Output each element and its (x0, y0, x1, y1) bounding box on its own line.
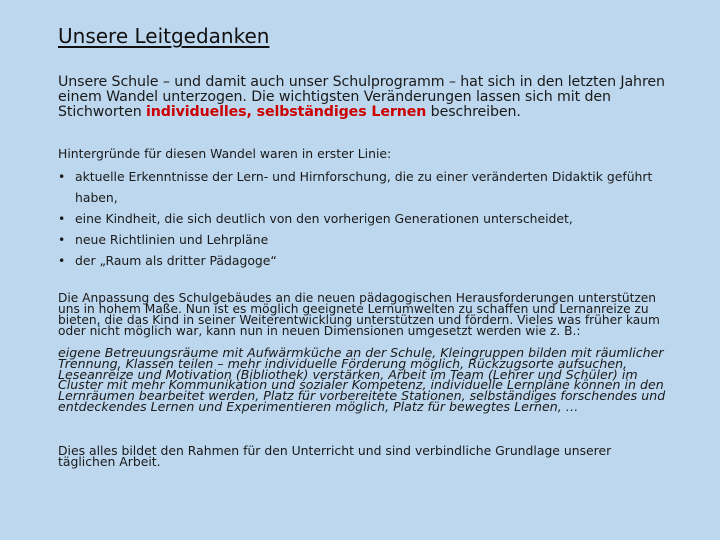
list-item-text: aktuelle Erkenntnisse der Lern- und Hirnforschung, die zu einer veränderten Didaktik geführt haben, (75, 169, 653, 205)
adaptation-paragraph: Die Anpassung des Schulgebäudes an die neuen pädagogischen Herausforderungen unterstützen uns in hohem Maße. Nun ist es möglich geeignete Lernumwelten zu schaffen und Lernanreize zu bieten, die das Kind in seiner Weiterentwicklung unterstützen und fördern. Vieles was früher kaum oder nicht möglich war, kann nun in neuen Dimensionen umgesetzt werden wie z. B.: (58, 291, 660, 338)
intro-text-end: beschreiben. (426, 104, 521, 120)
closing-paragraph: Dies alles bildet den Rahmen für den Unterricht und sind verbindliche Grundlage unserer täglichen Arbeit. (58, 443, 612, 469)
list-item-text: eine Kindheit, die sich deutlich von den vorherigen Generationen unterscheidet, (75, 211, 573, 226)
bullet-icon: • (58, 169, 66, 184)
intro-text-start: Unsere Schule – und damit auch unser Schulprogramm – hat sich in den letzten Jahren einem Wandel unterzogen. Die wichtigsten Veränderungen lassen sich mit den Stichworten (58, 74, 665, 120)
list-item (58, 250, 668, 271)
list-item-text: der „Raum als dritter Pädagoge“ (75, 253, 277, 268)
bullet-icon: • (58, 253, 66, 268)
examples-paragraph: eigene Betreuungsräume mit Aufwärmküche an der Schule, Kleingruppen bilden mit räumlicher Trennung, Klassen teilen – mehr individuelle Förderung möglich, Rückzugsorte aufsuchen, Leseanreize und Motivation (Bibliothek) verstärken, Arbeit im Team (Lehrer und Schüler) im Cluster mit mehr Kommunikation und sozialer Kompetenz, individuelle Lernpläne können in den Lernräumen bearbeitet werden, Platz für vorbereitete Stationen, selbständiges forschendes und entdeckendes Lernen und Experimentieren möglich, Platz für bewegtes Lernen, … (58, 345, 666, 414)
bullet-icon: • (58, 211, 66, 226)
intro-highlight: individuelles, selbständiges Lernen (146, 104, 427, 120)
list-item (58, 229, 668, 250)
list-item-text: neue Richtlinien und Lehrpläne (75, 232, 269, 247)
background-heading: Hintergründe für diesen Wandel waren in erster Linie: (58, 146, 392, 161)
intro-paragraph (58, 75, 668, 120)
bullet-icon: • (58, 232, 66, 247)
list-item (58, 166, 668, 208)
reasons-list (58, 166, 668, 271)
list-item (58, 208, 668, 229)
slide-title: Unsere Leitgedanken (58, 24, 270, 48)
